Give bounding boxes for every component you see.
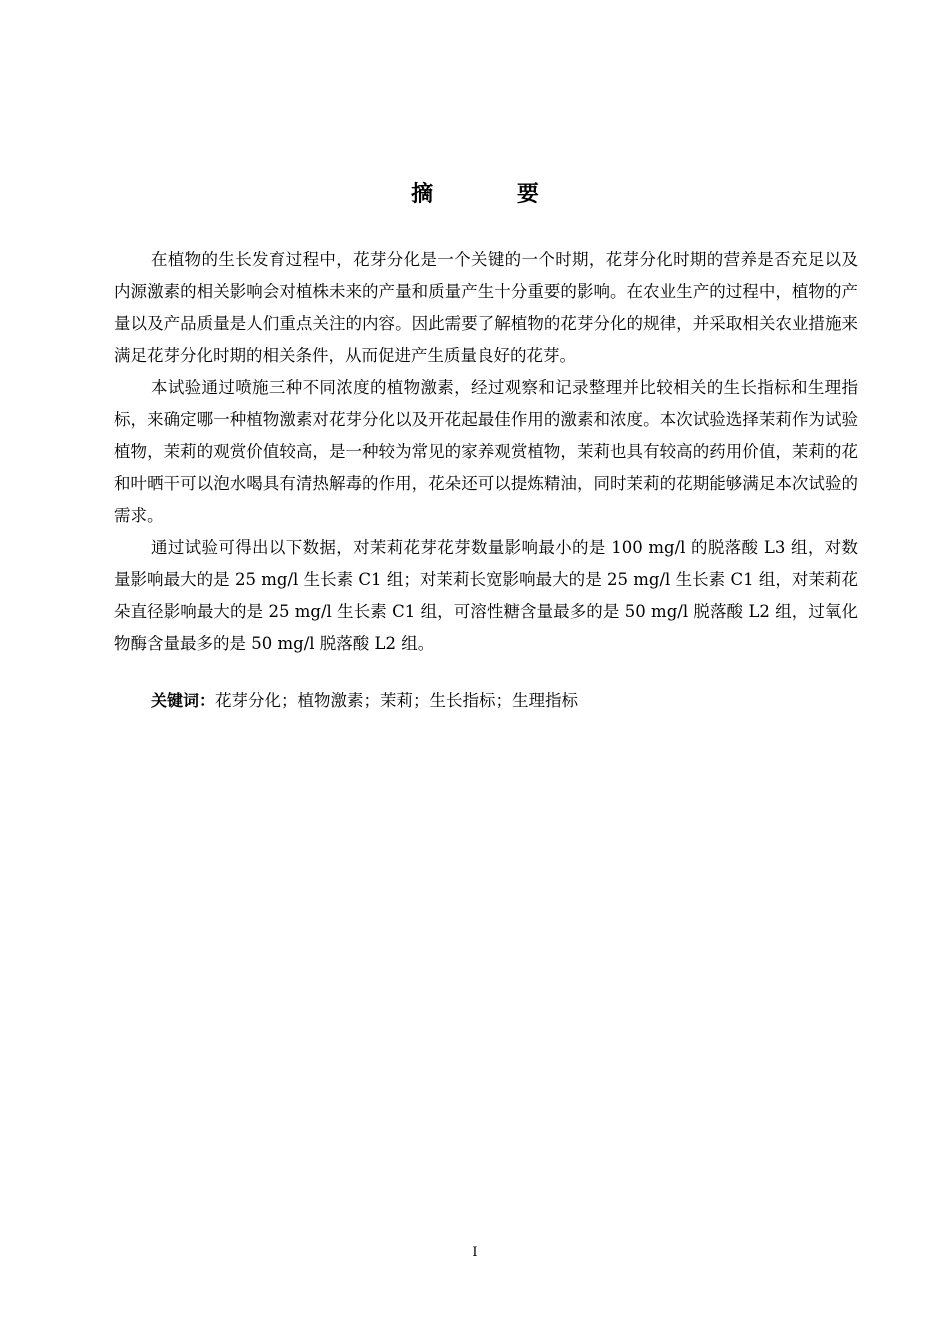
paragraph-3: 通过试验可得出以下数据，对茉莉花芽花芽数量影响最小的是 100 mg/l 的脱落酸 L3 组，对数量影响最大的是 25 mg/l 生长素 C1 组；对茉莉长宽影响最大的是 25 mg/l 生长素 C1 组，对茉莉花朵直径影响最大的是 25 mg/l 生长素 C1 组，可溶性糖含量最多的是 50 mg/l 脱落酸 L2 组，过氧化物酶含量最多的是 50 mg/l 脱落酸 L2 组。	[114, 538, 858, 653]
paragraph-1: 在植物的生长发育过程中，花芽分化是一个关键的一个时期，花芽分化时期的营养是否充足以及内源激素的相关影响会对植株未来的产量和质量产生十分重要的影响。在农业生产的过程中，植物的产量以及产品质量是人们重点关注的内容。因此需要了解植物的花芽分化的规律，并采取相关农业措施来满足花芽分化时期的相关条件，从而促进产生质量良好的花芽。	[114, 250, 858, 365]
page-number: I	[472, 1245, 478, 1260]
keywords-line	[114, 685, 858, 717]
keywords-text: 花芽分化；植物激素；茉莉；生长指标；生理指标	[215, 691, 579, 710]
abstract-body	[114, 244, 858, 717]
keywords-label: 关键词：	[151, 691, 216, 710]
abstract-title: 摘 要	[411, 182, 577, 207]
paragraph-2: 本试验通过喷施三种不同浓度的植物激素，经过观察和记录整理并比较相关的生长指标和生理指标，来确定哪一种植物激素对花芽分化以及开花起最佳作用的激素和浓度。本次试验选择茉莉作为试验植物，茉莉的观赏价值较高，是一种较为常见的家养观赏植物，茉莉也具有较高的药用价值，茉莉的花和叶晒干可以泡水喝具有清热解毒的作用，花朵还可以提炼精油，同时茉莉的花期能够满足本次试验的需求。	[114, 378, 858, 525]
